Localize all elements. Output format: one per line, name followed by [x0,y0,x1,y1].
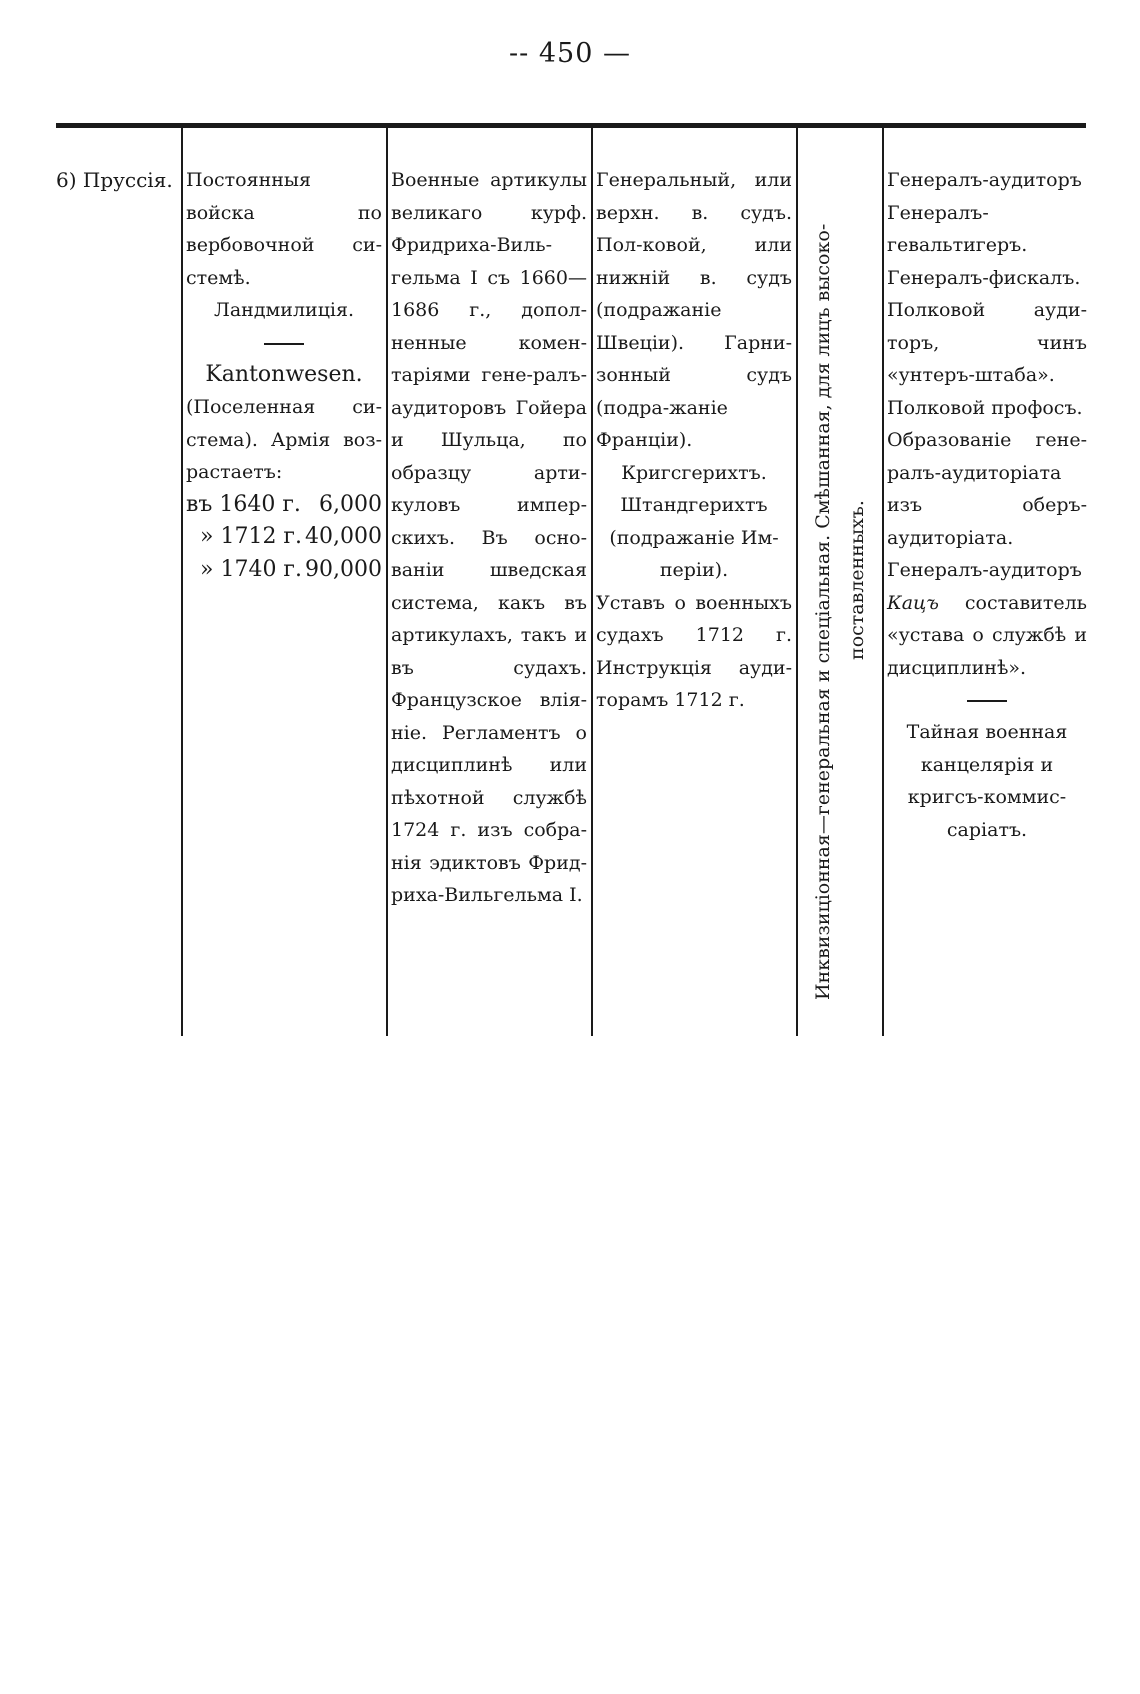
column-articles [391,164,587,912]
army-size-year: въ 1640 г. [186,491,301,517]
army-size-year: » 1740 г. [200,556,302,582]
procedure-text [806,160,874,1000]
officials-para-3: Образованіе гене-ралъ-аудиторіата изъ оберъ-аудиторіата. [887,429,1087,549]
army-size-row [186,554,382,587]
officials-para-4-lead: Генералъ-аудиторъ [887,559,1082,581]
separator-dash [967,700,1007,702]
army-size-row [186,521,382,554]
column-rule-3 [591,128,593,1036]
officials-para-4 [887,554,1087,684]
column-officials [887,164,1087,846]
top-rule [56,123,1086,128]
column-rule-4 [796,128,798,1036]
column-rule-5 [882,128,884,1036]
army-size-year: » 1712 г. [200,524,302,549]
army-size-row [186,489,382,522]
courts-para-1: Генеральный, или верхн. в. судъ. Пол-ковой, или нижній в. судъ (подражаніе Швеціи). Гарни-зонный судъ (подра-жаніе Франціи). [596,169,792,451]
articles-text: Военные артикулы великаго курф. Фридриха-Виль-гельма I съ 1660—1686 г., допол-ненные комен-таріями гене-ралъ-аудиторовъ Гойера и Шульца, по образцу арти-куловъ импер-скихъ. Въ осно-ваніи шведская система, какъ въ артикулахъ, такъ и въ судахъ. Французское влія-ніе. Регламентъ о дисциплинѣ или пѣхотной службѣ 1724 г. изъ собра-нія эдиктовъ Фрид-риха-Вильгельма I. [391,169,587,906]
column-rule-2 [386,128,388,1036]
officials-para-4-name: Кацъ [887,591,939,614]
forces-para-1: Постоянныя войска по вербовочной си-стемѣ. [186,169,382,289]
page-number: -- 450 — [509,38,631,69]
procedure-line-2: поставленныхъ. [846,500,868,660]
officials-para-4-rest: составитель «устава о службѣ и дисциплинѣ». [887,591,1087,679]
column-rule-1 [181,128,183,1036]
row-label: 6) Пруссія. [56,168,173,192]
separator-dash [264,343,304,345]
officials-para-5: Тайная военная канцелярія и кригсъ-коммис-саріатъ. [906,721,1068,841]
courts-para-4: Уставъ о военныхъ судахъ 1712 г. Инструкція ауди-торамъ 1712 г. [596,591,792,711]
courts-para-3: Штандгерихтъ (подражаніе Им-періи). [609,494,779,581]
officials-para-1: Генералъ-аудиторъ Генералъ-гевальтигеръ. [887,169,1082,256]
army-size-value: 6,000 [319,491,382,517]
forces-para-2: Ландмилиція. [213,299,355,321]
forces-para-4: (Поселенная си-стема). Армія воз-растаетъ: [186,396,382,483]
army-size-value: 90,000 [305,556,382,582]
army-size-value: 40,000 [305,524,382,549]
courts-para-2: Кригсгерихтъ. [621,461,767,484]
officials-para-2: Генералъ-фискалъ. Полковой ауди-торъ, чинъ «унтеръ-штаба». Полковой профосъ. [887,266,1087,419]
forces-para-3: Kantonwesen. [205,361,363,387]
procedure-line-1: Инквизиціонная—генеральная и спеціальная. Смѣшанная, для лицъ высоко- [812,223,834,1000]
column-courts [596,164,792,717]
column-forces [186,164,382,586]
